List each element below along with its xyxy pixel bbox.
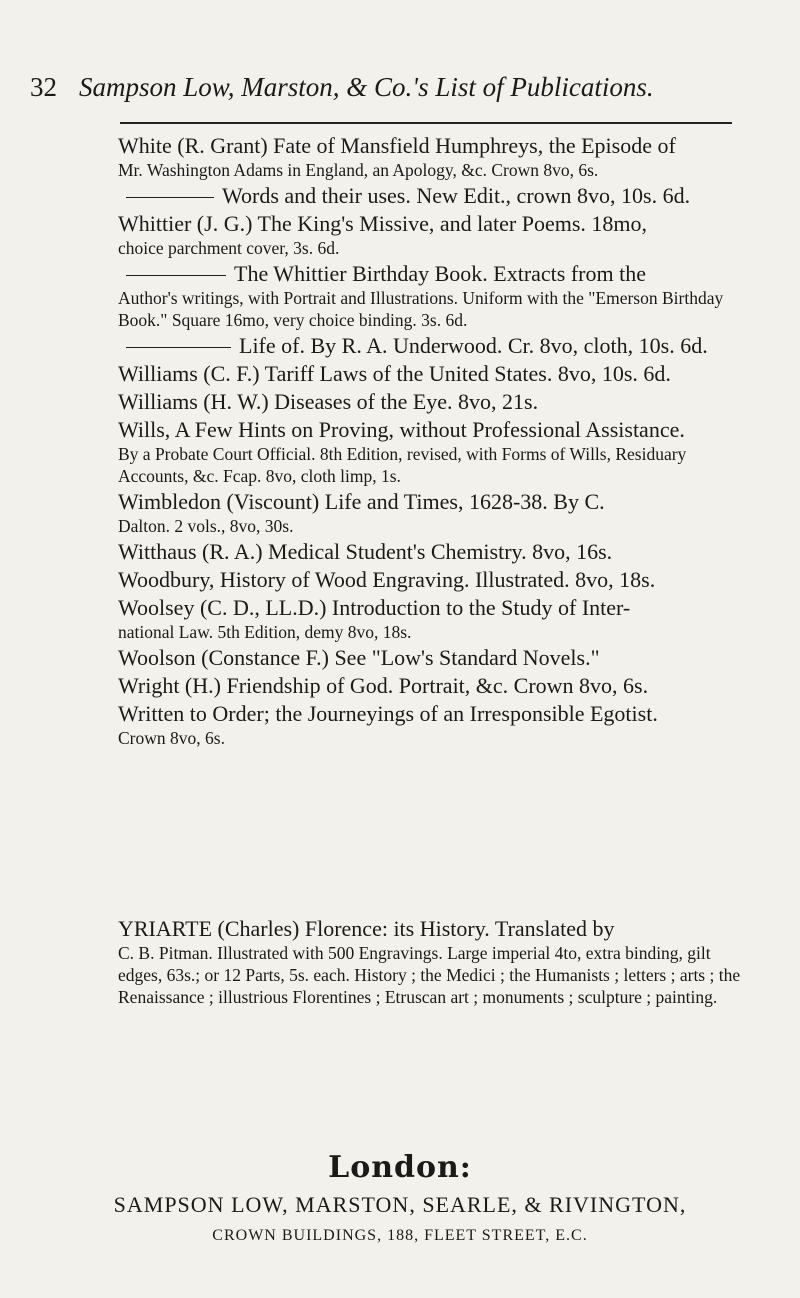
feature-body: C. B. Pitman. Illustrated with 500 Engravings. Large imperial 4to, extra binding, gilt edges, 63s.; or 12 Parts, 5s. each. History ; the Medici ; the Humanists ; letters ; arts ; the Renaissance ; illustrious Florentines ; Etruscan art ; monuments ; sculpture ; painting. [118,943,741,1007]
header-rule [120,122,732,124]
entry-whittier [118,210,758,259]
entry-lead: Witthaus (R. A.) Medical Student's Chemistry. 8vo, 16s. [118,539,613,564]
entry-detail: choice parchment cover, 3s. 6d. [118,238,340,258]
feature-entry-yriarte [118,916,758,1008]
entry-lead: Woolsey (C. D., LL.D.) Introduction to the Study of Inter- [118,595,631,620]
entry-lead: Wills, A Few Hints on Proving, without Professional Assistance. [118,417,685,442]
entry-lead: Woodbury, History of Wood Engraving. Illustrated. 8vo, 18s. [118,567,656,592]
entry-woodbury [118,566,758,593]
entry-detail: national Law. 5th Edition, demy 8vo, 18s. [118,622,412,642]
entry-lead: Life of. By R. A. Underwood. Cr. 8vo, cloth, 10s. 6d. [239,333,708,358]
entry-wills [118,416,758,487]
entry-lead: Written to Order; the Journeyings of an Irresponsible Egotist. [118,701,658,726]
running-title: Sampson Low, Marston, & Co.'s List of Publications. [79,72,654,102]
running-header [30,72,654,103]
entry-white [118,132,758,181]
entry-williams-hw [118,388,758,415]
ditto-dash [126,197,214,198]
entry-lead: White (R. Grant) Fate of Mansfield Humphreys, the Episode of [118,133,676,158]
entry-lead: The Whittier Birthday Book. Extracts from the [234,261,646,286]
entry-words [118,182,758,209]
entry-life-of [118,332,758,359]
entry-detail: Crown 8vo, 6s. [118,728,225,748]
imprint-publisher: SAMPSON LOW, MARSTON, SEARLE, & RIVINGTON, [113,1192,687,1217]
entry-lead: Williams (C. F.) Tariff Laws of the United States. 8vo, 10s. 6d. [118,361,671,386]
entry-detail: Author's writings, with Portrait and Illustrations. Uniform with the "Emerson Birthday Book." Square 16mo, very choice binding. 3s. 6d. [118,288,724,330]
ditto-dash [126,275,226,276]
feature-lead: YRIARTE (Charles) Florence: its History. Translated by [118,916,615,941]
entry-lead: Woolson (Constance F.) See "Low's Standard Novels." [118,645,600,670]
entry-list [118,132,758,750]
entry-woolson [118,644,758,671]
entry-lead: Wright (H.) Friendship of God. Portrait, &c. Crown 8vo, 6s. [118,673,649,698]
entry-detail: By a Probate Court Official. 8th Edition, revised, with Forms of Wills, Residuary Accounts, &c. Fcap. 8vo, cloth limp, 1s. [118,444,687,486]
entry-wright [118,672,758,699]
entry-williams-cf [118,360,758,387]
entry-whittier-birthday [118,260,758,331]
ditto-dash [126,347,231,348]
imprint-address: CROWN BUILDINGS, 188, FLEET STREET, E.C. [212,1227,588,1244]
entry-woolsey [118,594,758,643]
entry-witthaus [118,538,758,565]
entry-written-to-order [118,700,758,749]
page-number: 32 [30,72,57,102]
entry-lead: Words and their uses. New Edit., crown 8vo, 10s. 6d. [222,183,691,208]
entry-lead: Wimbledon (Viscount) Life and Times, 1628-38. By C. [118,489,605,514]
imprint-city: London: [328,1150,472,1185]
entry-detail: Dalton. 2 vols., 8vo, 30s. [118,516,294,536]
entry-wimbledon [118,488,758,537]
entry-lead: Williams (H. W.) Diseases of the Eye. 8vo, 21s. [118,389,539,414]
entry-lead: Whittier (J. G.) The King's Missive, and later Poems. 18mo, [118,211,648,236]
entry-detail: Mr. Washington Adams in England, an Apology, &c. Crown 8vo, 6s. [118,160,599,180]
